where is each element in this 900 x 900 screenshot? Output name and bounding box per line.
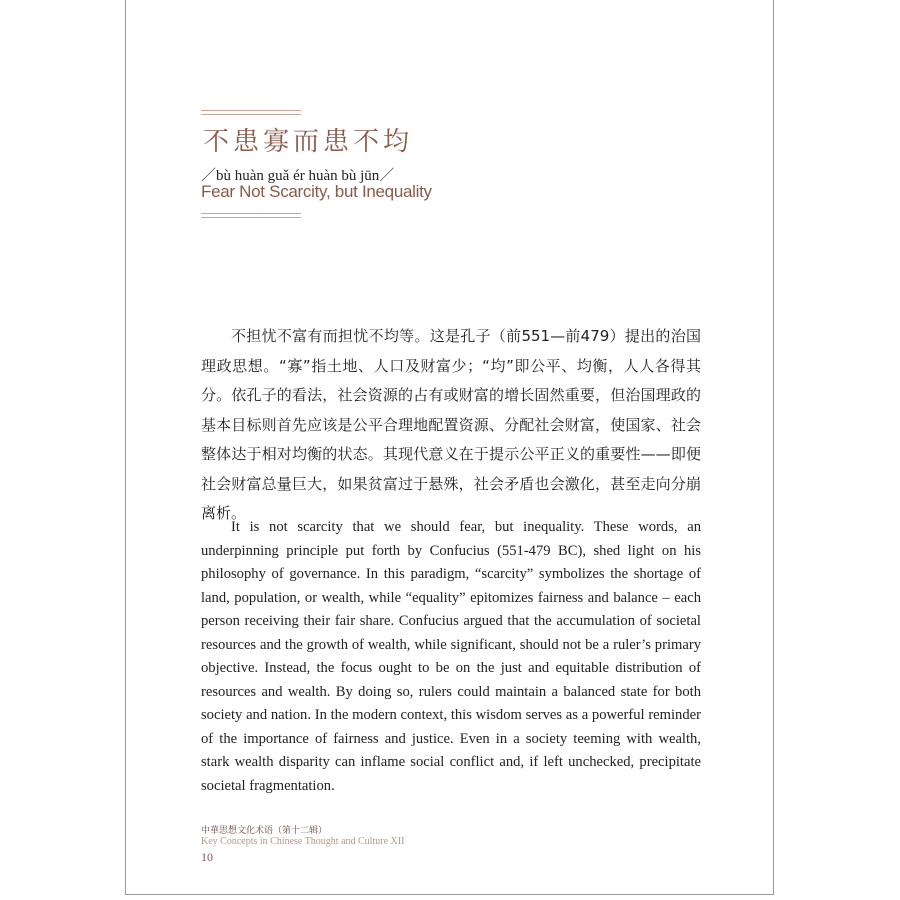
title-pinyin: ／bù huàn guǎ ér huàn bù jūn／ <box>201 168 395 184</box>
english-paragraph: It is not scarcity that we should fear, but inequality. These words, an underpinning principle put forth by Confucius (551-479 BC), shed light on his philosophy of governance. In this paradigm, “scarcity” symbolizes the shortage of land, population, or wealth, while “equality” epitomizes fairness and balance – each person receiving their fair share. Confucius argued that the accumulation of societal resources and the growth of wealth, while significant, should not be a ruler’s primary objective. Instead, the focus ought to be on the just and equitable distribution of resources and wealth. By doing so, rulers could maintain a balanced state for both society and nation. In the modern context, this wisdom serves as a powerful reminder of the importance of fairness and justice. Even in a society teeming with wealth, stark wealth disparity can inflame social conflict and, if left unchecked, precipitate societal fragmentation. <box>201 519 701 794</box>
footer-book-title-chinese: 中華思想文化术语（第十二辑） <box>201 826 328 836</box>
book-page <box>125 0 774 895</box>
page-number: 10 <box>201 850 213 864</box>
footer-book-title-english: Key Concepts in Chinese Thought and Culture XII <box>201 836 405 847</box>
title-bottom-rule <box>201 213 301 218</box>
chinese-paragraph: 不担忧不富有而担忧不均等。这是孔子（前551—前479）提出的治国理政思想。“寡”指土地、人口及财富少；“均”即公平、均衡，人人各得其分。依孔子的看法，社会资源的占有或财富的增长固然重要，但治国理政的基本目标则首先应该是公平合理地配置资源、分配社会财富，使国家、社会整体达于相对均衡的状态。其现代意义在于提示公平正义的重要性——即便社会财富总量巨大，如果贫富过于悬殊，社会矛盾也会激化，甚至走向分崩离析。 <box>201 327 701 522</box>
title-top-rule <box>201 110 301 115</box>
page-title-english: Fear Not Scarcity, but Inequality <box>201 182 432 201</box>
page-title-chinese: 不患寡而患不均 <box>203 127 414 157</box>
